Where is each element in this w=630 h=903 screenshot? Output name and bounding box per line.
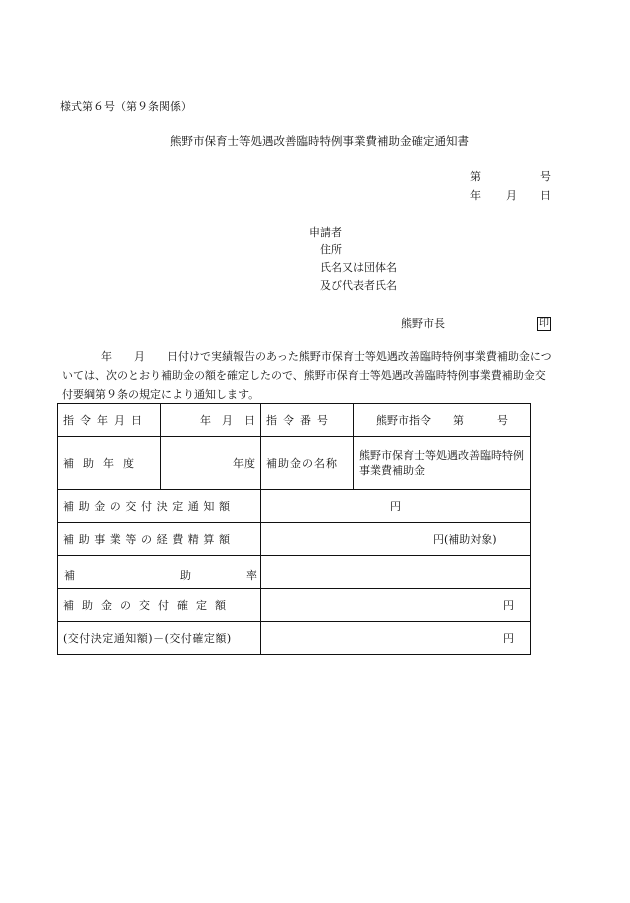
form-number: 様式第６号（第９条関係） — [60, 100, 192, 113]
document-title: 熊野市保育士等処遇改善臨時特例事業費補助金確定通知書 — [170, 134, 469, 148]
table-row — [58, 622, 531, 655]
order-date-label: 指令年月日 — [58, 404, 161, 437]
settled-cost-value: 円(補助対象) — [261, 523, 531, 556]
date-day: 日 — [540, 189, 551, 202]
applicant-name: 氏名又は団体名 — [320, 261, 397, 274]
subsidy-name-value: 熊野市保育士等処遇改善臨時特例事業費補助金 — [354, 437, 531, 490]
confirmed-amount-label: 補助金の交付確定額 — [58, 589, 261, 622]
date-year: 年 — [470, 189, 481, 202]
subsidy-name-label: 補助金の名称 — [261, 437, 354, 490]
order-number-label: 指令番号 — [261, 404, 354, 437]
decision-amount-label: 補助金の交付決定通知額 — [58, 490, 261, 523]
body-line-3: 付要綱第９条の規定により通知します。 — [62, 388, 260, 401]
difference-value: 円 — [261, 622, 531, 655]
seal-mark: 印 — [539, 318, 549, 329]
order-number-value: 熊野市指令 第 号 — [354, 404, 531, 437]
table-row — [58, 556, 531, 589]
subsidy-rate-label-a: 補 — [64, 569, 75, 582]
subsidy-rate-label-b: 助 — [180, 569, 191, 582]
table-row — [58, 523, 531, 556]
mayor-title: 熊野市長 — [401, 317, 445, 330]
body-line-2: いては、次のとおり補助金の額を確定したので、熊野市保育士等処遇改善臨時特例事業費補助金交 — [62, 369, 546, 382]
doc-number-go: 号 — [540, 170, 551, 183]
subsidy-rate-value — [261, 556, 531, 589]
doc-number-dai: 第 — [470, 170, 481, 183]
table-row — [58, 437, 531, 490]
difference-label: (交付決定通知額)－(交付確定額) — [58, 622, 261, 655]
applicant-representative: 及び代表者氏名 — [320, 279, 397, 292]
applicant-label: 申請者 — [309, 226, 342, 239]
table-row — [58, 589, 531, 622]
fiscal-year-value: 年度 — [161, 437, 261, 490]
table-row — [58, 404, 531, 437]
date-month: 月 — [506, 189, 517, 202]
decision-amount-value: 円 — [261, 490, 531, 523]
table-row — [58, 490, 531, 523]
confirmed-amount-value: 円 — [261, 589, 531, 622]
order-date-value: 年 月 日 — [161, 404, 261, 437]
applicant-address: 住所 — [320, 243, 342, 256]
body-line-1: 年 月 日付けで実績報告のあった熊野市保育士等処遇改善臨時特例事業費補助金につ — [101, 350, 552, 363]
settled-cost-label: 補助事業等の経費精算額 — [58, 523, 261, 556]
subsidy-rate-label-c: 率 — [246, 569, 257, 582]
fiscal-year-label: 補助年度 — [58, 437, 161, 490]
details-table — [57, 403, 531, 655]
subsidy-rate-label — [58, 556, 261, 589]
